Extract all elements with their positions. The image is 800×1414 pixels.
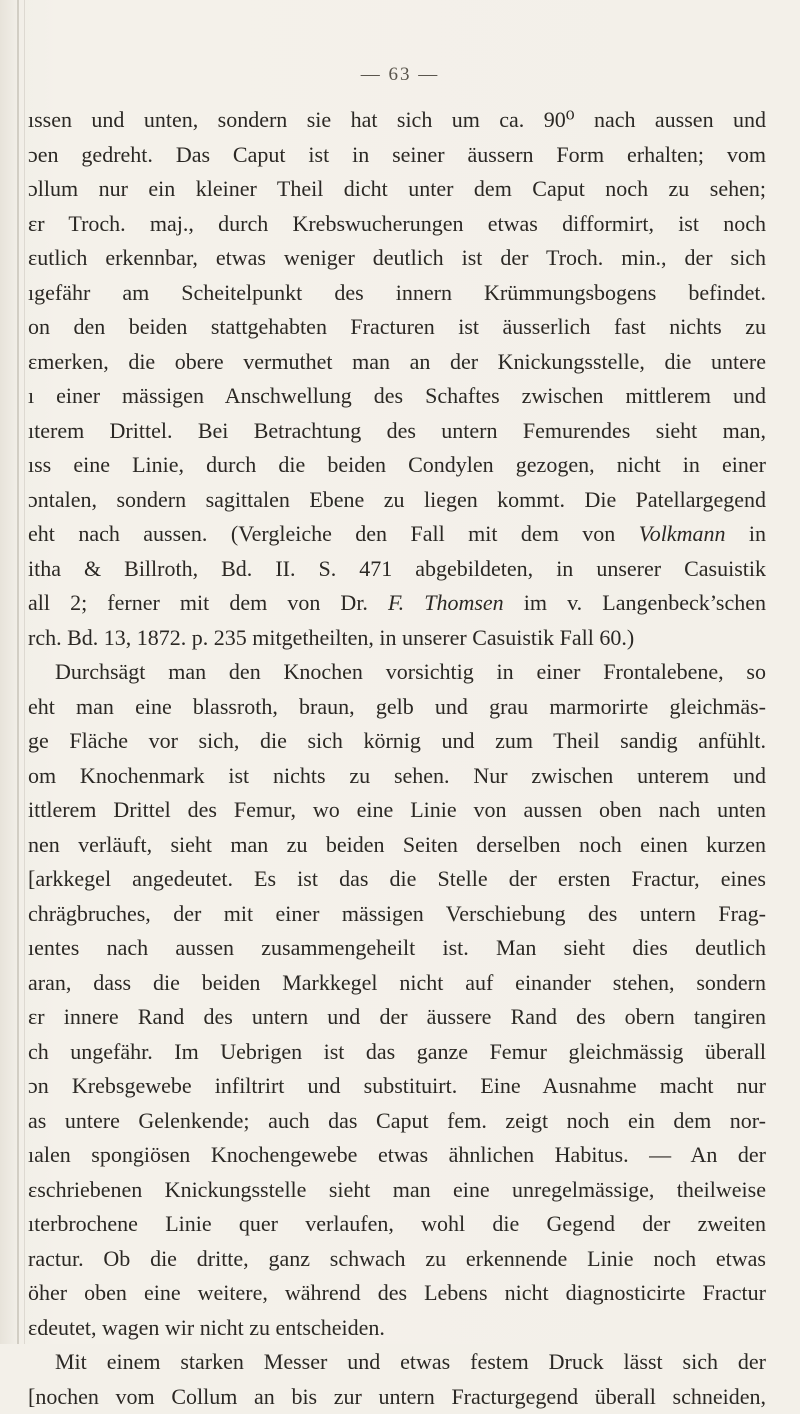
text-line-segment: ıssen und unten, sondern sie hat sich um ca. 90⁰ nach aussen und [28,107,766,132]
text-line-segment: om Knochenmark ist nichts zu sehen. Nur zwischen unterem und [28,763,766,788]
binding-gutter-line [17,0,19,1344]
text-line-segment: ıalen spongiösen Knochengewebe etwas ähnlichen Habitus. — An der [28,1142,766,1167]
text-line-segment: on den beiden stattgehabten Fracturen ist äusserlich fast nichts zu [28,314,766,339]
text-line-segment: ıentes nach aussen zusammengeheilt ist. Man sieht dies deutlich [28,935,766,960]
text-line [28,103,766,138]
text-line-segment: as untere Gelenkende; auch das Caput fem. zeigt noch ein dem nor- [28,1108,766,1133]
text-line [28,1276,766,1311]
text-line [28,931,766,966]
italic-name: F. Thomsen [388,590,504,615]
text-line-segment: ıss eine Linie, durch die beiden Condylen gezogen, nicht in einer [28,452,766,477]
text-line [28,1311,766,1346]
text-line-segment: ıgefähr am Scheitelpunkt des innern Krümmungsbogens befindet. [28,280,766,305]
text-line-segment: all 2; ferner mit dem von Dr. [28,590,388,615]
text-line [28,1242,766,1277]
text-line [28,1035,766,1070]
text-line-segment: ıterem Drittel. Bei Betrachtung des untern Femurendes sieht man, [28,418,766,443]
text-line [28,138,766,173]
text-line [28,1207,766,1242]
text-line [28,241,766,276]
text-line [28,586,766,621]
text-line-segment: ɔllum nur ein kleiner Theil dicht unter dem Caput noch zu sehen; [28,176,766,201]
text-line [28,207,766,242]
text-line [28,1380,766,1414]
text-line-segment: ɛmerken, die obere vermuthet man an der Knickungsstelle, die untere [28,349,766,374]
text-line-segment: ɛr innere Rand des untern und der äussere Rand des obern tangiren [28,1004,766,1029]
binding-gutter-line-secondary [24,0,25,1344]
text-line [28,897,766,932]
text-line-segment: chrägbruches, der mit einer mässigen Verschiebung des untern Frag- [28,901,766,926]
text-line-segment: nen verläuft, sieht man zu beiden Seiten derselben noch einen kurzen [28,832,766,857]
text-line [28,862,766,897]
text-line-segment: ɛr Troch. maj., durch Krebswucherungen etwas difformirt, ist noch [28,211,766,236]
text-line [28,172,766,207]
text-line-segment: ıterbrochene Linie quer verlaufen, wohl die Gegend der zweiten [28,1211,766,1236]
text-line-segment: itha & Billroth, Bd. II. S. 471 abgebildeten, in unserer Casuistik [28,556,766,581]
text-line [28,759,766,794]
body-text [28,103,766,1414]
text-line [28,724,766,759]
text-line [28,310,766,345]
text-line [28,483,766,518]
text-line [28,828,766,863]
text-line [28,276,766,311]
text-line-segment: [nochen vom Collum an bis zur untern Fracturgegend überall schneiden, [28,1384,766,1409]
text-line-segment: rch. Bd. 13, 1872. p. 235 mitgetheilten, in unserer Casuistik Fall 60.) [28,625,634,650]
text-line-segment: im v. Langenbeck’schen [504,590,766,615]
text-line-segment: ɛdeutet, wagen wir nicht zu entscheiden. [28,1315,385,1340]
text-line-segment: ɔntalen, sondern sagittalen Ebene zu liegen kommt. Die Patellargegend [28,487,766,512]
text-line [28,414,766,449]
text-line-segment: Durchsägt man den Knochen vorsichtig in einer Frontalebene, so [55,659,766,684]
text-line [28,1345,766,1380]
text-line-segment: [arkkegel angedeutet. Es ist das die Stelle der ersten Fractur, eines [28,866,766,891]
text-line-segment: ittlerem Drittel des Femur, wo eine Linie von aussen oben nach unten [28,797,766,822]
text-line [28,552,766,587]
text-line [28,793,766,828]
italic-name: Volkmann [639,521,726,546]
text-line-segment: eht nach aussen. (Vergleiche den Fall mit dem von [28,521,639,546]
text-line-segment: ge Fläche vor sich, die sich körnig und zum Theil sandig anfühlt. [28,728,766,753]
text-line-segment: ractur. Ob die dritte, ganz schwach zu erkennende Linie noch etwas [28,1246,766,1271]
text-line-segment: ɛschriebenen Knickungsstelle sieht man eine unregelmässige, theilweise [28,1177,766,1202]
text-line [28,1000,766,1035]
text-line-segment: aran, dass die beiden Markkegel nicht auf einander stehen, sondern [28,970,766,995]
text-line [28,1138,766,1173]
text-line [28,1069,766,1104]
text-line [28,448,766,483]
text-line [28,1173,766,1208]
text-line-segment: in [725,521,766,546]
text-line-segment: ɛutlich erkennbar, etwas weniger deutlich ist der Troch. min., der sich [28,245,766,270]
text-line [28,379,766,414]
text-line-segment: ɔen gedreht. Das Caput ist in seiner äussern Form erhalten; vom [28,142,766,167]
text-line-segment: eht man eine blassroth, braun, gelb und grau marmorirte gleichmäs- [28,694,766,719]
text-line-segment: Mit einem starken Messer und etwas festem Druck lässt sich der [55,1349,766,1374]
text-line [28,1104,766,1139]
page-number: — 63 — [0,64,800,86]
text-line-segment: ı einer mässigen Anschwellung des Schaftes zwischen mittlerem und [28,383,766,408]
text-line-segment: öher oben eine weitere, während des Lebens nicht diagnosticirte Fractur [28,1280,766,1305]
text-line-segment: ɔn Krebsgewebe infiltrirt und substituirt. Eine Ausnahme macht nur [28,1073,766,1098]
text-line [28,621,766,656]
text-line [28,690,766,725]
text-line [28,655,766,690]
text-line [28,517,766,552]
text-line [28,966,766,1001]
text-line-segment: ch ungefähr. Im Uebrigen ist das ganze Femur gleichmässig überall [28,1039,766,1064]
text-line [28,345,766,380]
